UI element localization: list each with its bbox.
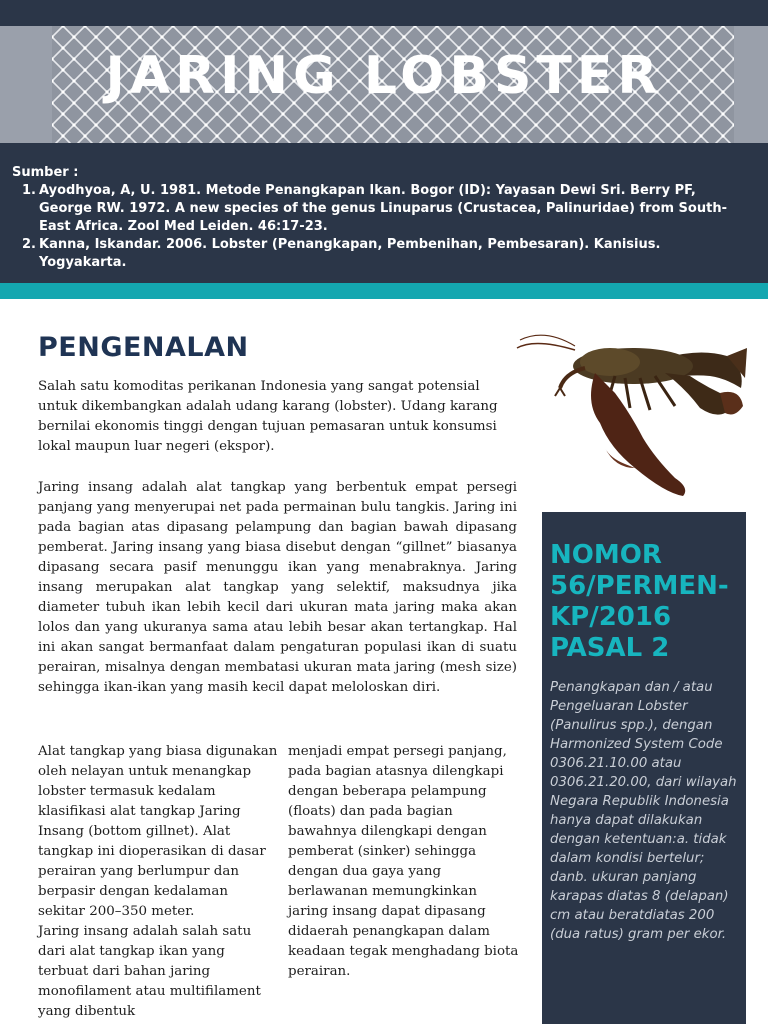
left-column [38,742,278,1022]
source-item: 2. Kanna, Iskandar. 2006. Lobster (Penangkapan, Pembenihan, Pembesaran). Kanisius. Yogyakarta. [22,237,661,270]
sidebar-title: NOMOR 56/PERMEN-KP/2016 PASAL 2 [550,540,729,663]
left-column-paragraph-1: Alat tangkap yang biasa digunakan oleh nelayan untuk menangkap lobster termasuk kedalam klasifikasi alat tangkap Jaring Insang (bottom gillnet). Alat tangkap ini dioperasikan di dasar perairan yang berlumpur dan berpasir dengan kedalaman sekitar 200–350 meter. [38,744,278,919]
source-item: 1. Ayodhyoa, A, U. 1981. Metode Penangkapan Ikan. Bogor (ID): Yayasan Dewi Sri. Berry PF, George RW. 1972. A new species of the genus Linuparus (Crustacea, Palinuridae) from South-East Africa. Zool Med Leiden. 46:17-23. [22,183,727,234]
right-column-paragraph: menjadi empat persegi panjang, pada bagian atasnya dilengkapi dengan beberapa pelampung (floats) dan pada bagian bawahnya dilengkapi dengan pemberat (sinker) sehingga dengan dua gaya yang berlawanan memungkinkan jaring insang dapat dipasang didaerah penangkapan dalam keadaan tegak menghadang biota perairan. [288,744,519,979]
sources-section [0,143,768,283]
sidebar-text: Penangkapan dan / atau Pengeluaran Lobster (Panulirus spp.), dengan Harmonized System Code 0306.21.10.00 atau 0306.21.20.00, dari wilayah Negara Republik Indonesia hanya dapat dilakukan dengan ketentuan:a. tidak dalam kondisi bertelur; danb. ukuran panjang karapas diatas 8 (delapan) cm atau beratdiatas 200 (dua ratus) gram per ekor. [550,680,737,942]
teal-divider [0,283,768,299]
sources-label: Sumber : [12,165,79,180]
page-title: JARING LOBSTER [105,46,663,106]
right-column [288,742,520,982]
section-heading: PENGENALAN [38,332,249,363]
top-bar [0,0,768,26]
left-column-paragraph-2: Jaring insang adalah salah satu dari alat tangkap ikan yang terbuat dari bahan jaring monofilament atau multifilament yang dibentuk [38,924,261,1019]
intro-paragraph-1: Salah satu komoditas perikanan Indonesia yang sangat potensial untuk dikembangkan adalah udang karang (lobster). Udang karang bernilai ekonomis tinggi dengan tujuan pemasaran untuk konsumsi lokal maupun luar negeri (ekspor). [38,379,498,454]
lobster-image-icon [515,318,748,503]
sources-list [12,182,752,272]
intro-paragraph-2: Jaring insang adalah alat tangkap yang berbentuk empat persegi panjang yang menyerupai net pada permainan bulu tangkis. Jaring ini pada bagian atas dipasang pelampung dan bagian bawah dipasang pemberat. Jaring insang yang biasa disebut dengan “gillnet” biasanya dipasang secara pasif menunggu ikan yang menabraknya. Jaring insang merupakan alat tangkap yang selektif, maksudnya jika diameter tubuh ikan lebih kecil dari ukuran mata jaring maka akan lolos dan yang ukuranya sama atau lebih besar akan tertangkap. Hal ini akan sangat bermanfaat dalam pengaturan populasi ikan di suatu perairan, misalnya dengan membatasi ukuran mata jaring (mesh size) sehingga ikan-ikan yang masih kecil dapat meloloskan diri. [38,480,517,695]
